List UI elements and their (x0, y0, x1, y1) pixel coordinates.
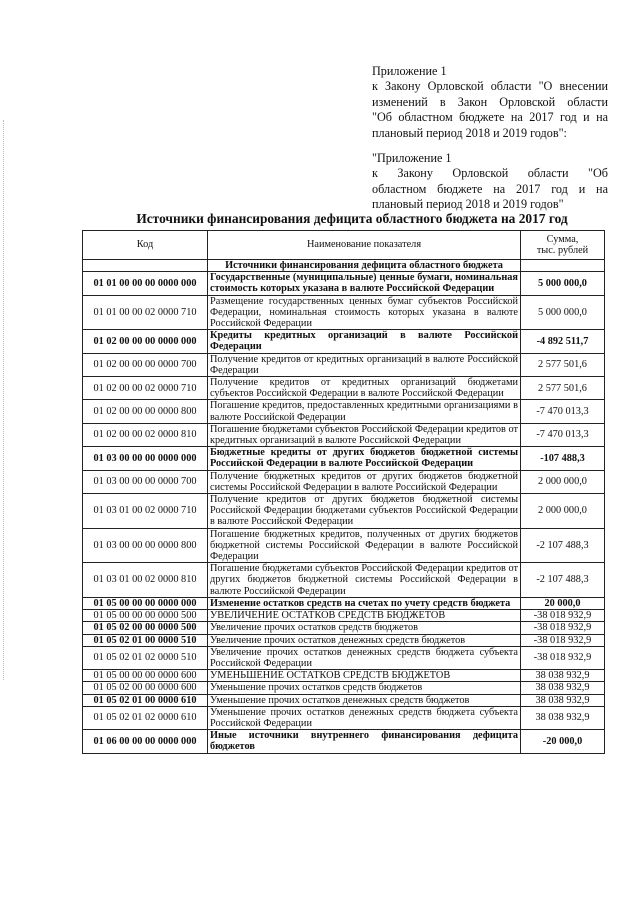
row-code: 01 02 00 00 02 0000 710 (83, 377, 208, 400)
financing-sources-table (82, 230, 605, 754)
table-row (83, 706, 605, 729)
table-row (83, 597, 605, 609)
row-name: Погашение бюджетных кредитов, полученных от других бюджетов бюджетной системы Российской Федерации в валюте Российской Федерации (208, 528, 521, 563)
appendix-quoted-header (372, 151, 608, 213)
row-code: 01 02 00 00 02 0000 810 (83, 423, 208, 446)
table-header-row (83, 231, 605, 260)
section-title: Источники финансирования дефицита областного бюджета (208, 260, 521, 272)
row-code: 01 05 00 00 00 0000 000 (83, 597, 208, 609)
row-name: Погашение кредитов, предоставленных кредитными организациями в валюте Российской Федерации (208, 400, 521, 423)
row-amount: -38 018 932,9 (521, 622, 605, 634)
table-row (83, 634, 605, 646)
table-row (83, 682, 605, 694)
table-row (83, 400, 605, 423)
row-amount: -7 470 013,3 (521, 423, 605, 446)
row-code: 01 01 00 00 00 0000 000 (83, 272, 208, 295)
appendix-line: к Закону Орловской области "Об (372, 166, 608, 181)
table-row (83, 423, 605, 446)
row-name: Уменьшение прочих остатков денежных средств бюджетов (208, 694, 521, 706)
table-row (83, 646, 605, 669)
table-row (83, 295, 605, 330)
row-amount: -4 892 511,7 (521, 330, 605, 353)
table-row (83, 730, 605, 753)
appendix-line: изменений в Закон Орловской области (372, 94, 608, 109)
header-code: Код (83, 231, 208, 260)
appendix-line: к Закону Орловской области "О внесении (372, 79, 608, 94)
row-name: Кредиты кредитных организаций в валюте Российской Федерации (208, 330, 521, 353)
row-name: Получение кредитов от кредитных организаций в валюте Российской Федерации (208, 353, 521, 376)
empty-cell (521, 260, 605, 272)
appendix-line: "Об областном бюджете на 2017 год и на (372, 110, 608, 125)
row-code: 01 05 00 00 00 0000 600 (83, 670, 208, 682)
row-name: Увеличение прочих остатков денежных средств бюджетов (208, 634, 521, 646)
row-amount: -38 018 932,9 (521, 634, 605, 646)
table-row (83, 494, 605, 529)
row-code: 01 06 00 00 00 0000 000 (83, 730, 208, 753)
row-code: 01 02 00 00 00 0000 700 (83, 353, 208, 376)
appendix-line: Приложение 1 (372, 64, 447, 78)
row-amount: -38 018 932,9 (521, 610, 605, 622)
row-name: Получение кредитов от других бюджетов бюджетной системы Российской Федерации бюджетами субъектов Российской Федерации в валюте Российской Федерации (208, 494, 521, 529)
row-code: 01 01 00 00 02 0000 710 (83, 295, 208, 330)
row-amount: 2 000 000,0 (521, 470, 605, 493)
row-name: Увеличение прочих остатков денежных средств бюджета субъекта Российской Федерации (208, 646, 521, 669)
row-amount: 5 000 000,0 (521, 295, 605, 330)
table-row (83, 610, 605, 622)
row-code: 01 03 00 00 00 0000 800 (83, 528, 208, 563)
appendix-line: плановый период 2018 и 2019 годов": (372, 125, 567, 140)
row-amount: 20 000,0 (521, 597, 605, 609)
row-amount: -38 018 932,9 (521, 646, 605, 669)
scan-edge-mark (3, 120, 5, 680)
table-row (83, 694, 605, 706)
row-amount: 38 038 932,9 (521, 694, 605, 706)
appendix-header (372, 64, 608, 141)
row-name: Государственные (муниципальные) ценные бумаги, номинальная стоимость которых указана в валюте Российской Федерации (208, 272, 521, 295)
header-amount (521, 231, 605, 260)
table-row (83, 353, 605, 376)
appendix-line: плановый период 2018 и 2019 годов" (372, 197, 564, 212)
row-amount: -7 470 013,3 (521, 400, 605, 423)
row-name: Изменение остатков средств на счетах по учету средств бюджета (208, 597, 521, 609)
table-row (83, 272, 605, 295)
table-row (83, 377, 605, 400)
section-title-row (83, 260, 605, 272)
header-name: Наименование показателя (208, 231, 521, 260)
row-name: Размещение государственных ценных бумаг субъектов Российской Федерации, номинальная стоимость которых указана в валюте Российской Федерации (208, 295, 521, 330)
row-name: Иные источники внутреннего финансирования дефицита бюджетов (208, 730, 521, 753)
row-name: Погашение бюджетами субъектов Российской Федерации кредитов от кредитных организаций в валюте Российской Федерации (208, 423, 521, 446)
row-name: Уменьшение прочих остатков денежных средств бюджета субъекта Российской Федерации (208, 706, 521, 729)
table-row (83, 622, 605, 634)
row-code: 01 05 02 01 00 0000 510 (83, 634, 208, 646)
row-amount: -107 488,3 (521, 447, 605, 470)
row-code: 01 03 01 00 02 0000 710 (83, 494, 208, 529)
row-name: Получение бюджетных кредитов от других бюджетов бюджетной системы Российской Федерации в валюте Российской Федерации (208, 470, 521, 493)
row-code: 01 05 02 01 00 0000 610 (83, 694, 208, 706)
table-row (83, 528, 605, 563)
row-name: УМЕНЬШЕНИЕ ОСТАТКОВ СРЕДСТВ БЮДЖЕТОВ (208, 670, 521, 682)
row-code: 01 02 00 00 00 0000 000 (83, 330, 208, 353)
row-code: 01 03 01 00 02 0000 810 (83, 563, 208, 598)
row-amount: 2 577 501,6 (521, 353, 605, 376)
row-code: 01 05 02 00 00 0000 600 (83, 682, 208, 694)
appendix-line: областном бюджете на 2017 год и на (372, 181, 608, 196)
row-amount: 2 000 000,0 (521, 494, 605, 529)
row-amount: 38 038 932,9 (521, 682, 605, 694)
row-code: 01 03 00 00 00 0000 700 (83, 470, 208, 493)
empty-cell (83, 260, 208, 272)
document-title: Источники финансирования дефицита областного бюджета на 2017 год (136, 211, 568, 226)
row-code: 01 05 02 01 02 0000 510 (83, 646, 208, 669)
row-amount: 5 000 000,0 (521, 272, 605, 295)
row-amount: 2 577 501,6 (521, 377, 605, 400)
row-code: 01 05 02 00 00 0000 500 (83, 622, 208, 634)
row-amount: 38 038 932,9 (521, 670, 605, 682)
row-name: Получение кредитов от кредитных организаций бюджетами субъектов Российской Федерации в валюте Российской Федерации (208, 377, 521, 400)
table-row (83, 470, 605, 493)
row-code: 01 05 02 01 02 0000 610 (83, 706, 208, 729)
table-row (83, 563, 605, 598)
table-row (83, 447, 605, 470)
row-amount: -2 107 488,3 (521, 563, 605, 598)
row-name: Уменьшение прочих остатков средств бюджетов (208, 682, 521, 694)
row-amount: 38 038 932,9 (521, 706, 605, 729)
table-row (83, 330, 605, 353)
row-name: Погашение бюджетами субъектов Российской Федерации кредитов от других бюджетов бюджетной системы Российской Федерации в валюте Российской Федерации (208, 563, 521, 598)
row-amount: -20 000,0 (521, 730, 605, 753)
row-amount: -2 107 488,3 (521, 528, 605, 563)
header-amount-line: Сумма, (546, 233, 579, 245)
row-code: 01 03 00 00 00 0000 000 (83, 447, 208, 470)
header-amount-line: тыс. рублей (536, 245, 589, 256)
row-name: Бюджетные кредиты от других бюджетов бюджетной системы Российской Федерации в валюте Российской Федерации (208, 447, 521, 470)
table-row (83, 670, 605, 682)
row-name: Увеличение прочих остатков средств бюджетов (208, 622, 521, 634)
row-code: 01 02 00 00 00 0000 800 (83, 400, 208, 423)
row-name: УВЕЛИЧЕНИЕ ОСТАТКОВ СРЕДСТВ БЮДЖЕТОВ (208, 610, 521, 622)
row-code: 01 05 00 00 00 0000 500 (83, 610, 208, 622)
appendix-line: "Приложение 1 (372, 151, 452, 165)
